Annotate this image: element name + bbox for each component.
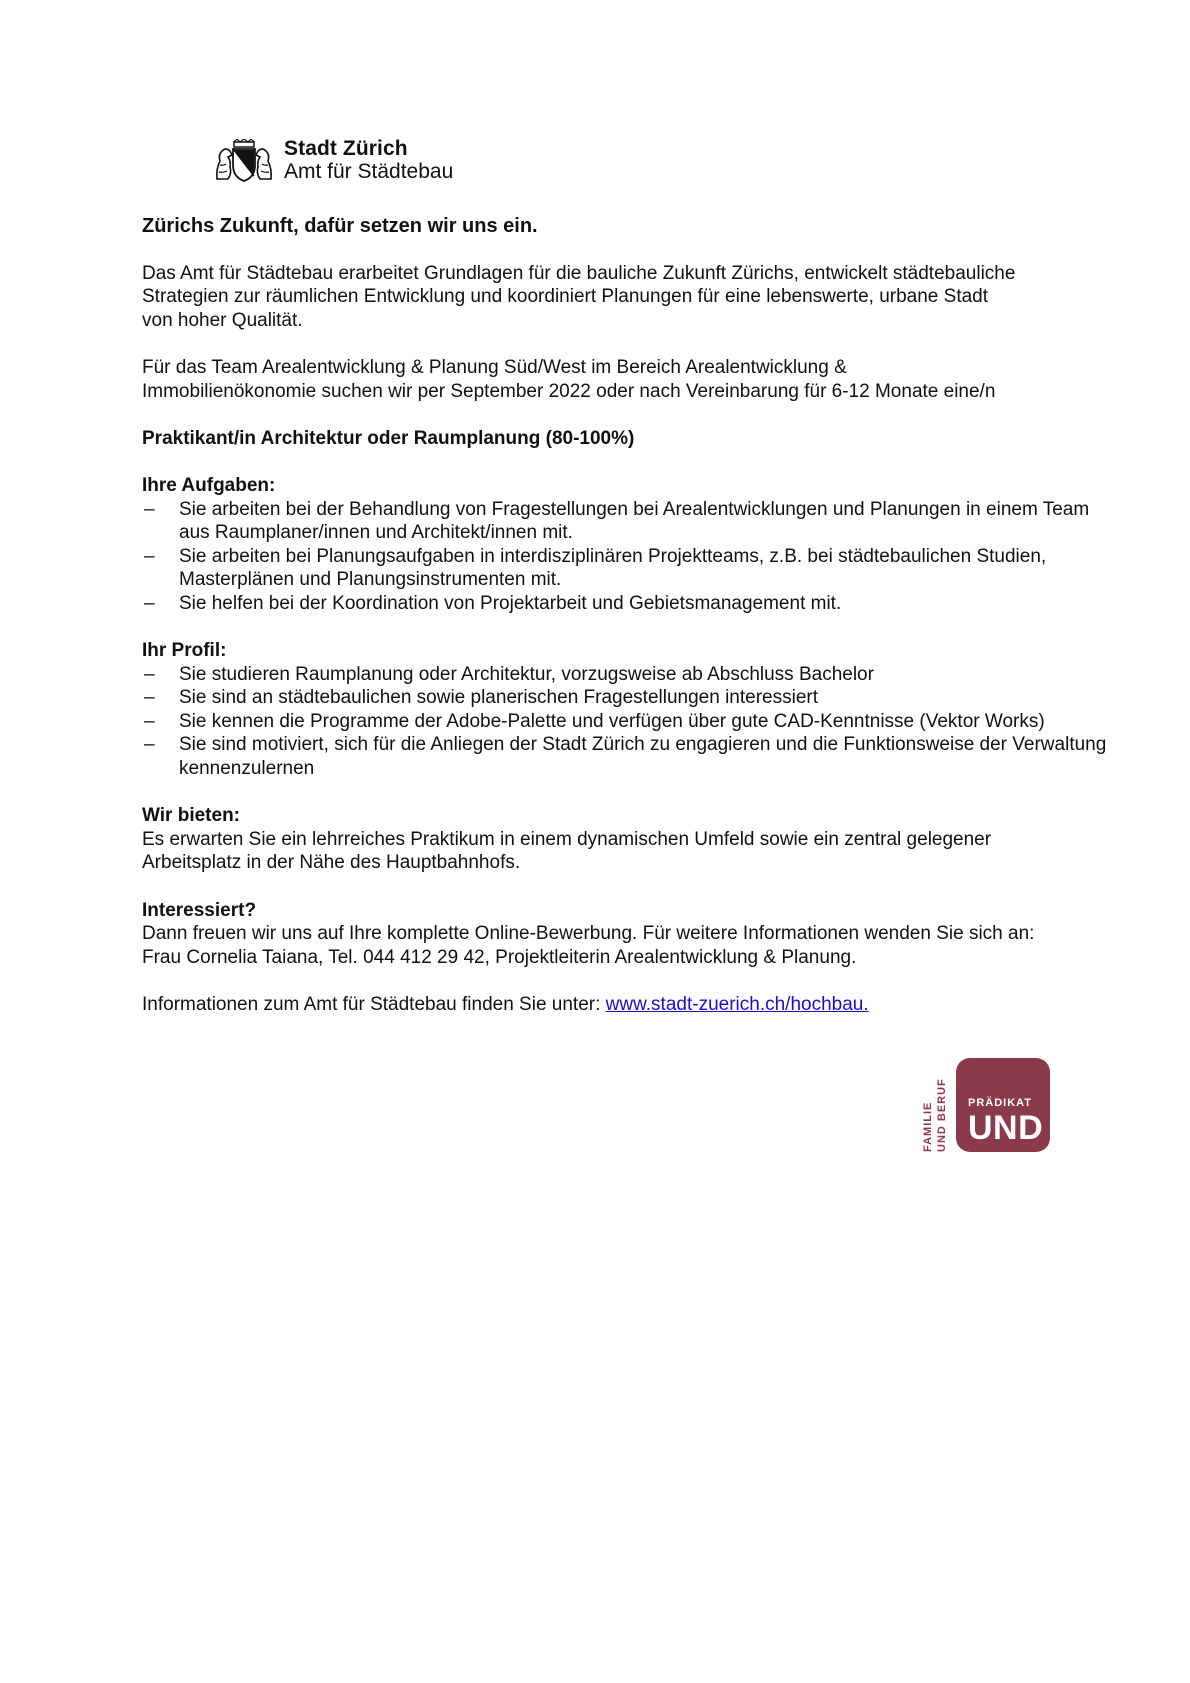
list-item: – Sie arbeiten bei Planungsaufgaben in interdisziplinären Projektteams, z.B. bei städtebaulichen Studien, Masterplänen und Planungsinstrumenten mit. bbox=[144, 545, 1047, 591]
family-award-badge bbox=[920, 1058, 1050, 1152]
offer-line-1: Es erwarten Sie ein lehrreiches Praktikum in einem dynamischen Umfeld sowie ein zentral gelegener bbox=[142, 828, 992, 850]
award-label: PRÄDIKAT bbox=[968, 1097, 1033, 1109]
award-box bbox=[956, 1058, 1050, 1152]
award-side-line-1: FAMILIE bbox=[922, 1101, 934, 1152]
zurich-crest-logo bbox=[214, 139, 274, 183]
headline: Zürichs Zukunft, dafür setzen wir uns ein. bbox=[142, 215, 538, 237]
info-line bbox=[142, 993, 1112, 1017]
tasks-heading: Ihre Aufgaben: bbox=[142, 474, 276, 496]
tasks-list bbox=[142, 498, 1112, 616]
list-item: – Sie arbeiten bei der Behandlung von Fragestellungen bei Arealentwicklungen und Planungen in einem Team aus Raumplaner/innen und Architekt/innen mit. bbox=[144, 498, 1090, 544]
award-side-text bbox=[920, 1076, 948, 1152]
contact-heading: Interessiert? bbox=[142, 899, 257, 921]
org-name: Stadt Zürich bbox=[284, 137, 408, 160]
department-name: Amt für Städtebau bbox=[284, 160, 454, 183]
list-item: – Sie sind an städtebaulichen sowie planerischen Fragestellungen interessiert bbox=[144, 687, 818, 709]
offer-line-2: Arbeitsplatz in der Nähe des Hauptbahnhofs. bbox=[142, 852, 521, 874]
award-title: UND bbox=[968, 1109, 1044, 1147]
intro-line-3: von hoher Qualität. bbox=[142, 309, 303, 331]
job-posting-body bbox=[142, 214, 1112, 1017]
profile-heading: Ihr Profil: bbox=[142, 640, 227, 662]
list-item: – Sie kennen die Programme der Adobe-Palette und verfügen über gute CAD-Kenntnisse (Vektor Works) bbox=[144, 710, 1045, 732]
offer-heading: Wir bieten: bbox=[142, 805, 240, 827]
letterhead bbox=[214, 138, 453, 183]
list-item: – Sie studieren Raumplanung oder Architektur, vorzugsweise ab Abschluss Bachelor bbox=[144, 663, 874, 685]
contact-line-2: Frau Cornelia Taiana, Tel. 044 412 29 42, Projektleiterin Arealentwicklung & Planung. bbox=[142, 946, 857, 968]
position-title: Praktikant/in Architektur oder Raumplanung (80-100%) bbox=[142, 427, 635, 449]
profile-list bbox=[142, 663, 1112, 781]
list-item: – Sie sind motiviert, sich für die Anliegen der Stadt Zürich zu engagieren und die Funktionsweise der Verwaltung kennenzulernen bbox=[144, 734, 1107, 780]
team-line-1: Für das Team Arealentwicklung & Planung Süd/West im Bereich Arealentwicklung & bbox=[142, 356, 847, 378]
website-link[interactable]: www.stadt-zuerich.ch/hochbau. bbox=[605, 994, 869, 1015]
intro-line-1: Das Amt für Städtebau erarbeitet Grundlagen für die bauliche Zukunft Zürichs, entwickelt städtebauliche bbox=[142, 262, 1016, 284]
intro-line-2: Strategien zur räumlichen Entwicklung und koordiniert Planungen für eine lebenswerte, urbane Stadt bbox=[142, 286, 989, 308]
org-text bbox=[284, 138, 453, 183]
award-side-line-2: UND BERUF bbox=[936, 1078, 948, 1152]
contact-line-1: Dann freuen wir uns auf Ihre komplette Online-Bewerbung. Für weitere Informationen wenden Sie sich an: bbox=[142, 923, 1035, 945]
list-item: – Sie helfen bei der Koordination von Projektarbeit und Gebietsmanagement mit. bbox=[144, 592, 842, 614]
team-line-2: Immobilienökonomie suchen wir per September 2022 oder nach Vereinbarung für 6-12 Monate eine/n bbox=[142, 380, 996, 402]
info-text: Informationen zum Amt für Städtebau finden Sie unter: bbox=[142, 994, 606, 1015]
